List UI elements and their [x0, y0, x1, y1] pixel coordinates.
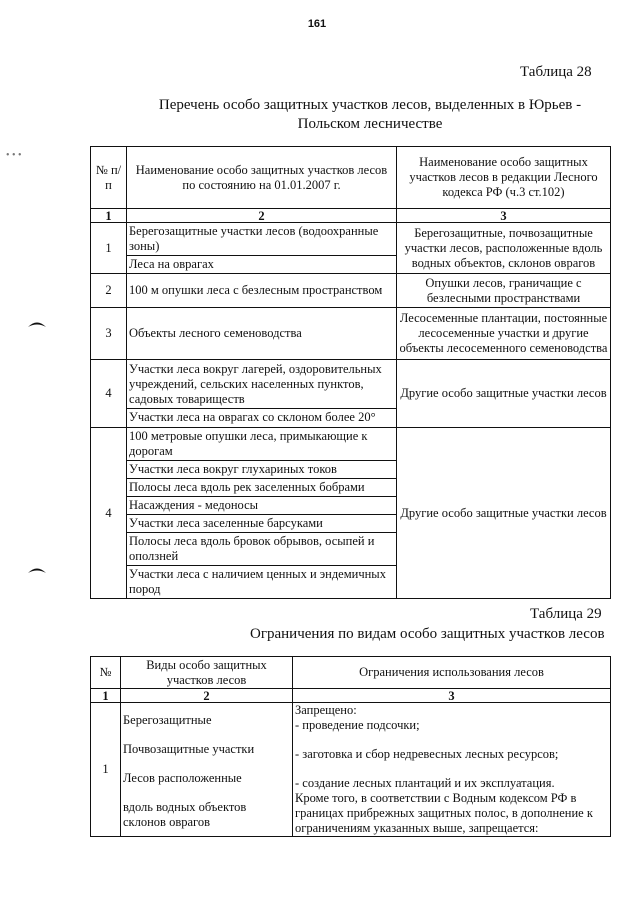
table-cell: Участки леса на оврагах со склоном более 20° — [129, 410, 376, 424]
t28-colnum-2: 2 — [127, 209, 397, 223]
table-cell: Полосы леса вдоль бровок обрывов, осыпей и оползней — [127, 533, 396, 566]
t28-header-num: № п/п — [91, 147, 127, 209]
table-cell: Полосы леса вдоль рек заселенных бобрами — [127, 479, 396, 497]
list-item: - проведение подсочки; — [295, 718, 420, 732]
t28-row3-item: Объекты лесного семеноводства — [127, 308, 397, 360]
table-cell: Участки леса вокруг глухариных токов — [127, 461, 396, 479]
list-item: Почвозащитные участки — [123, 742, 255, 756]
t28-row5-num: 4 — [91, 428, 127, 599]
table-29 — [90, 656, 611, 837]
t29-colnum-3: 3 — [293, 689, 611, 703]
list-item: - заготовка и сбор недревесных лесных ресурсов; — [295, 747, 559, 761]
table-28-title — [140, 96, 600, 134]
list-item: Кроме того, в соответствии с Водным кодексом РФ в границах прибрежных защитных полос, в дополнение к ограничениям указанных выше, запрещается: — [295, 791, 593, 835]
t29-colnum-2: 2 — [121, 689, 293, 703]
margin-dots: • • • — [6, 150, 22, 161]
t28-row1-right: Берегозащитные, почвозащитные участки лесов, расположенные вдоль водных объектов, склонов оврагов — [397, 223, 611, 274]
table-28-title-line1: Перечень особо защитных участков лесов, выделенных в Юрьев - — [158, 97, 582, 113]
t28-row3-right: Лесосеменные плантации, постоянные лесосеменные участки и другие объекты лесосеменного семеноводства — [397, 308, 611, 360]
t28-row2-right: Опушки лесов, граничащие с безлесными пространствами — [397, 274, 611, 308]
table-cell: Леса на оврагах — [129, 257, 214, 271]
list-item: Лесов расположенные — [123, 771, 242, 785]
margin-binding-mark — [28, 320, 46, 328]
table-cell: 100 метровые опушки леса, примыкающие к дорогам — [127, 428, 396, 461]
t29-header-types: Виды особо защитных участков лесов — [121, 657, 293, 689]
table-29-label: Таблица 29 — [530, 606, 602, 622]
t29-row1-restrictions — [293, 703, 611, 837]
table-28-label: Таблица 28 — [520, 64, 592, 80]
t28-header-name-old: Наименование особо защитных участков лесов по состоянию на 01.01.2007 г. — [127, 147, 397, 209]
t28-row1-num: 1 — [91, 223, 127, 274]
t28-colnum-3: 3 — [397, 209, 611, 223]
table-cell: Участки леса заселенные барсуками — [127, 515, 396, 533]
table-29-title: Ограничения по видам особо защитных участков лесов — [250, 626, 605, 642]
table-28 — [90, 146, 611, 599]
t28-row4-right: Другие особо защитные участки лесов — [397, 360, 611, 428]
t28-colnum-1: 1 — [91, 209, 127, 223]
t28-header-name-new: Наименование особо защитных участков лесов в редакции Лесного кодекса РФ (ч.3 ст.102) — [397, 147, 611, 209]
t28-row2-num: 2 — [91, 274, 127, 308]
t28-row4-items — [127, 360, 397, 428]
t29-row1-num: 1 — [91, 703, 121, 837]
t28-row3-num: 3 — [91, 308, 127, 360]
t28-row4-num: 4 — [91, 360, 127, 428]
t28-row5-items — [127, 428, 397, 599]
t29-row1-types — [121, 703, 293, 837]
t28-row1-items — [127, 223, 397, 274]
t29-header-restrictions: Ограничения использования лесов — [293, 657, 611, 689]
page-number: 161 — [307, 18, 327, 30]
t29-colnum-1: 1 — [91, 689, 121, 703]
t28-row5-right: Другие особо защитные участки лесов — [397, 428, 611, 599]
table-cell: Участки леса с наличием ценных и эндемичных пород — [129, 567, 386, 596]
t28-row2-item: 100 м опушки леса с безлесным пространством — [127, 274, 397, 308]
list-item: Берегозащитные — [123, 713, 212, 727]
list-item: Запрещено: — [295, 703, 357, 717]
margin-binding-mark — [28, 566, 46, 574]
table-cell: Участки леса вокруг лагерей, оздоровительных учреждений, сельских населенных пунктов, садовых товариществ — [127, 361, 396, 409]
t29-header-num: № — [91, 657, 121, 689]
table-cell: Берегозащитные участки лесов (водоохранные зоны) — [127, 223, 396, 256]
list-item: - создание лесных плантаций и их эксплуатация. — [295, 776, 555, 790]
list-item: вдоль водных объектов склонов оврагов — [123, 800, 247, 829]
table-cell: Насаждения - медоносы — [127, 497, 396, 515]
table-28-title-line2: Польском лесничестве — [297, 116, 443, 132]
